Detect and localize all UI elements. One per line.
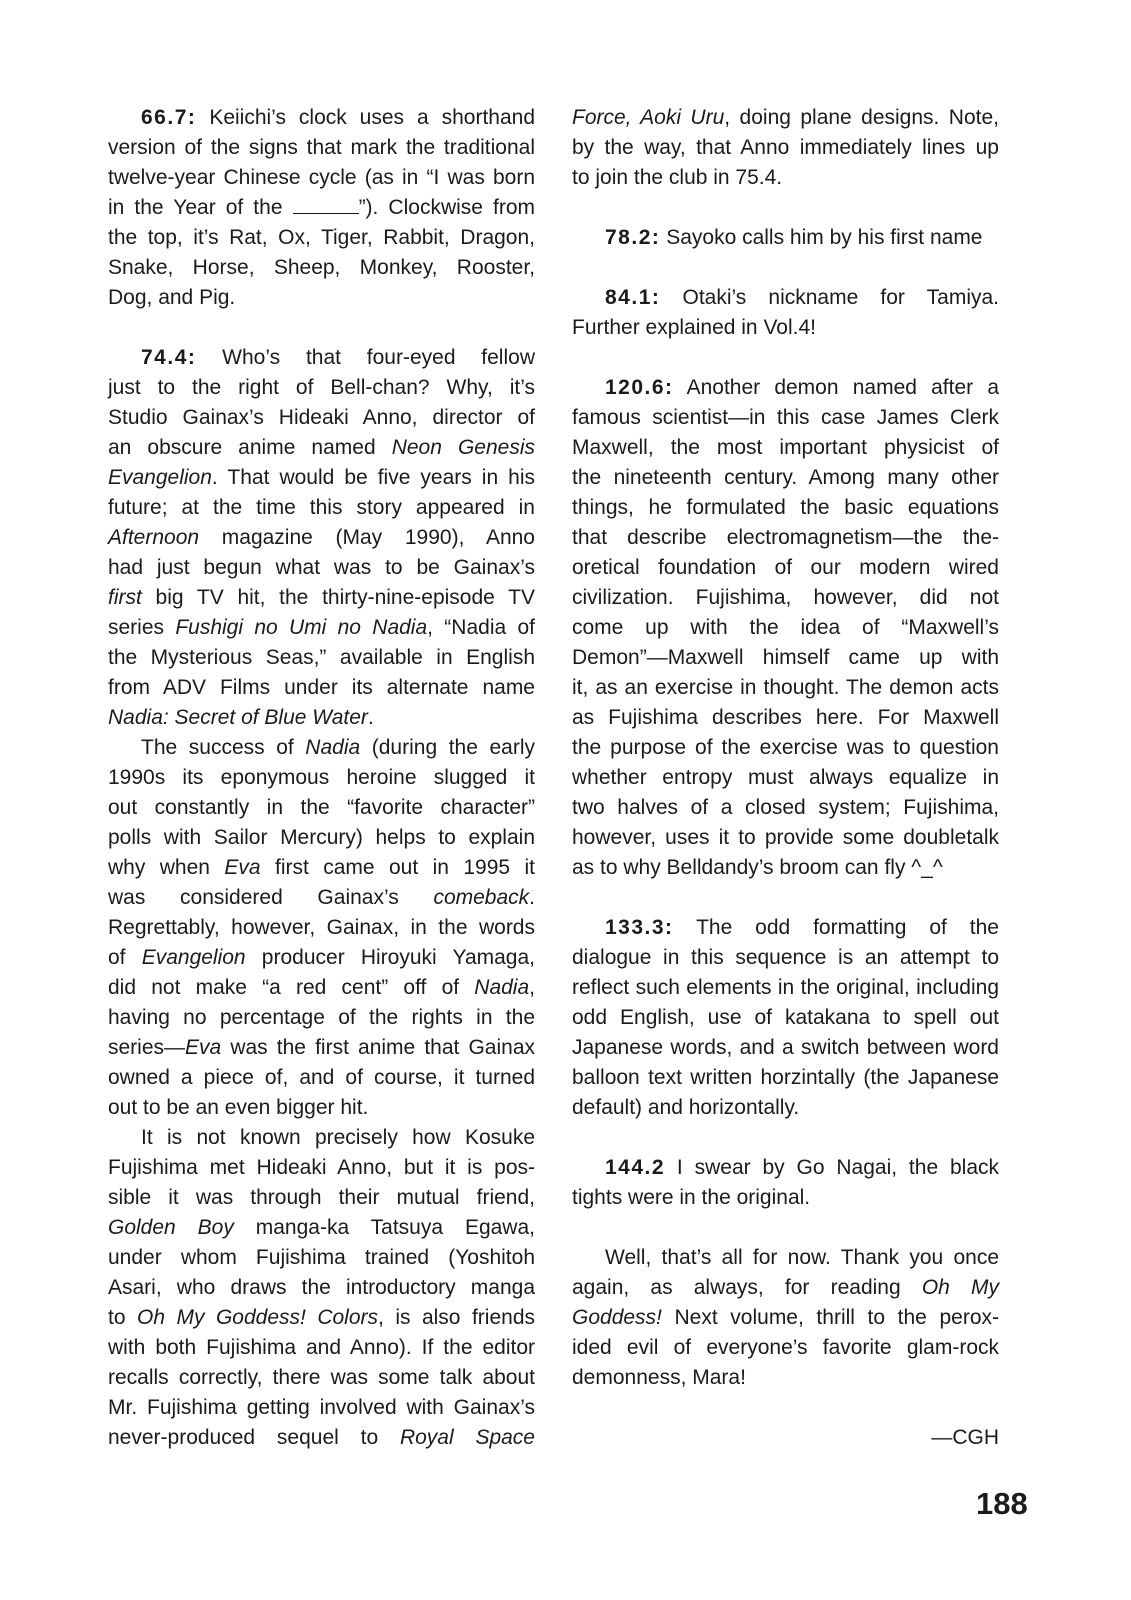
paragraph — [108, 343, 535, 733]
text-run: come up with the idea of “Maxwell’s — [572, 616, 999, 639]
text-run: under whom Fujishima trained (Yoshitoh — [108, 1246, 535, 1269]
italic-title: Force, Aoki Uru — [572, 106, 725, 129]
text-run: , “Nadia of — [427, 616, 535, 639]
text-run: Demon”—Maxwell himself came up with — [572, 646, 999, 669]
text-run: that describe electromagnetism—the the- — [572, 526, 999, 549]
text-run: sible it was through their mutual friend, — [108, 1186, 535, 1209]
text-line — [108, 703, 535, 733]
text-run: the nineteenth century. Among many other — [572, 466, 999, 489]
text-run: tights were in the original. — [572, 1186, 811, 1209]
note-number: 66.7: — [141, 106, 197, 129]
text-run: polls with Sailor Mercury) helps to explain — [108, 826, 535, 849]
text-run: . That would be five years in his — [211, 466, 535, 489]
text-line — [108, 1243, 535, 1273]
text-run: never-produced sequel to — [108, 1426, 400, 1449]
text-line — [108, 1423, 535, 1453]
italic-title: Eva — [224, 856, 261, 879]
text-line — [572, 793, 999, 823]
italic-title: comeback — [433, 886, 530, 909]
text-run: had just begun what was to be Gainax’s — [108, 556, 535, 579]
text-run: big TV hit, the thirty-nine-episode TV — [141, 586, 535, 609]
text-run: Maxwell, the most important physicist of — [572, 436, 999, 459]
text-run: from ADV Films under its alternate name — [108, 676, 535, 699]
text-line — [108, 193, 535, 223]
text-run: Studio Gainax’s Hideaki Anno, director of — [108, 406, 535, 429]
text-line — [572, 313, 999, 343]
text-run: just to the right of Bell-chan? Why, it’s — [108, 376, 535, 399]
text-line — [108, 733, 535, 763]
text-line — [572, 913, 999, 943]
text-line — [572, 163, 999, 193]
text-line — [572, 283, 999, 313]
text-line — [572, 1273, 999, 1303]
text-line — [572, 583, 999, 613]
text-run: as to why Belldandy’s broom can fly ^_^ — [572, 856, 943, 879]
text-line — [108, 853, 535, 883]
paragraph — [572, 223, 999, 253]
text-run: series — [108, 616, 176, 639]
text-run: why when — [108, 856, 225, 879]
text-line — [572, 973, 999, 1003]
text-run: Who’s that four-eyed fellow — [196, 346, 535, 369]
text-line — [572, 643, 999, 673]
text-run: was considered Gainax’s — [108, 886, 434, 909]
text-run: ided evil of everyone’s favorite glam-rock — [572, 1336, 999, 1359]
note-number: 78.2: — [605, 226, 661, 249]
text-line — [108, 643, 535, 673]
note-number: 120.6: — [605, 376, 674, 399]
italic-title: Nadia — [305, 736, 361, 759]
text-run: again, as always, for reading — [572, 1276, 922, 1299]
text-run: Asari, who draws the introductory manga — [108, 1276, 535, 1299]
text-line — [572, 1153, 999, 1183]
text-line — [108, 673, 535, 703]
italic-title: Evangelion — [108, 466, 212, 489]
text-line — [572, 103, 999, 133]
text-run: having no percentage of the rights in the — [108, 1006, 535, 1029]
paragraph — [572, 373, 999, 883]
text-line — [108, 523, 535, 553]
text-line — [108, 103, 535, 133]
text-line — [572, 433, 999, 463]
text-line — [108, 1363, 535, 1393]
text-run: owned a piece of, and of course, it turned — [108, 1066, 535, 1089]
text-line — [108, 1303, 535, 1333]
text-run: did not make “a red cent” off of — [108, 976, 475, 999]
text-run: version of the signs that mark the traditional — [108, 136, 535, 159]
text-line — [108, 1033, 535, 1063]
text-line — [572, 763, 999, 793]
text-run: It is not known precisely how Kosuke — [141, 1126, 535, 1149]
text-line — [108, 1093, 535, 1123]
text-line — [108, 403, 535, 433]
italic-title: Goddess! — [572, 1306, 662, 1329]
note — [572, 103, 999, 193]
text-line — [108, 1003, 535, 1033]
text-run: Otaki’s nickname for Tamiya. — [660, 286, 999, 309]
italic-title: Nadia — [474, 976, 530, 999]
text-line — [108, 1123, 535, 1153]
text-run: it, as an exercise in thought. The demon acts — [572, 676, 999, 699]
text-line — [108, 283, 535, 313]
text-run: civilization. Fujishima, however, did not — [572, 586, 999, 609]
text-run: to — [108, 1306, 137, 1329]
note-number: 74.4: — [141, 346, 197, 369]
note — [572, 1153, 999, 1213]
italic-title: Oh My Goddess! Colors — [137, 1306, 379, 1329]
text-run: two halves of a closed system; Fujishima, — [572, 796, 999, 819]
text-run: Mr. Fujishima getting involved with Gainax’s — [108, 1396, 535, 1419]
text-run: series— — [108, 1036, 186, 1059]
text-run: an obscure anime named — [108, 436, 392, 459]
text-line — [572, 1033, 999, 1063]
paragraph — [572, 283, 999, 343]
text-line — [572, 823, 999, 853]
text-line — [572, 523, 999, 553]
paragraph — [108, 733, 535, 1123]
paragraph — [108, 103, 535, 313]
text-run: to join the club in 75.4. — [572, 166, 783, 189]
text-run: I swear by Go Nagai, the black — [665, 1156, 999, 1179]
text-line — [572, 1183, 999, 1213]
text-run: . — [529, 886, 535, 909]
paragraph — [108, 1123, 535, 1453]
text-run: the purpose of the exercise was to question — [572, 736, 999, 759]
text-line — [572, 613, 999, 643]
text-line — [572, 223, 999, 253]
text-line — [108, 763, 535, 793]
italic-title: Neon Genesis — [391, 436, 536, 459]
text-line — [108, 913, 535, 943]
paragraph — [572, 913, 999, 1123]
text-line — [108, 1183, 535, 1213]
text-run: ”). Clockwise from — [358, 196, 536, 219]
text-line — [108, 823, 535, 853]
text-line — [572, 1363, 999, 1393]
text-run: Another demon named after a — [673, 376, 999, 399]
text-run: , — [529, 976, 535, 999]
text-line — [108, 1063, 535, 1093]
paragraph — [572, 103, 999, 193]
text-run: the top, it’s Rat, Ox, Tiger, Rabbit, Dragon, — [108, 226, 535, 249]
text-run: demonness, Mara! — [572, 1366, 746, 1389]
text-run: famous scientist—in this case James Clerk — [572, 406, 999, 429]
text-line — [572, 1303, 999, 1333]
text-run: The success of — [141, 736, 306, 759]
text-line — [108, 373, 535, 403]
text-run: dialogue in this sequence is an attempt to — [572, 946, 999, 969]
text-run: Japanese words, and a switch between word — [572, 1036, 999, 1059]
text-run: , doing plane designs. Note, — [724, 106, 999, 129]
text-line — [108, 613, 535, 643]
text-run: with both Fujishima and Anno). If the editor — [108, 1336, 535, 1359]
note — [572, 1243, 999, 1393]
note-number: 144.2 — [605, 1156, 666, 1179]
italic-title: Nadia: Secret of Blue Water — [108, 706, 368, 729]
italic-title: Evangelion — [141, 946, 246, 969]
italic-title: Oh My — [921, 1276, 1000, 1299]
text-run: magazine (May 1990), Anno — [199, 526, 535, 549]
text-run: (during the early — [360, 736, 535, 759]
text-line — [572, 733, 999, 763]
text-line — [572, 553, 999, 583]
text-line — [108, 943, 535, 973]
text-run: as Fujishima describes here. For Maxwell — [572, 706, 999, 729]
text-run: manga-ka Tatsuya Egawa, — [233, 1216, 535, 1239]
text-run: by the way, that Anno immediately lines up — [572, 136, 999, 159]
text-run: out to be an even bigger hit. — [108, 1096, 369, 1119]
text-run: Well, that’s all for now. Thank you once — [605, 1246, 999, 1269]
text-line — [108, 133, 535, 163]
italic-title: Afternoon — [108, 526, 200, 549]
text-run: reflect such elements in the original, including — [572, 976, 999, 999]
text-run: was the first anime that Gainax — [221, 1036, 535, 1059]
text-line — [572, 1243, 999, 1273]
note — [108, 103, 535, 313]
italic-title: Eva — [185, 1036, 222, 1059]
italic-title: Golden Boy — [108, 1216, 234, 1239]
text-run: in the Year of the — [108, 196, 293, 219]
text-run: recalls correctly, there was some talk about — [108, 1366, 535, 1389]
text-line — [572, 493, 999, 523]
text-line — [572, 703, 999, 733]
text-line — [108, 493, 535, 523]
text-run: Keiichi’s clock uses a shorthand — [196, 106, 535, 129]
text-run: Further explained in Vol.4! — [572, 316, 816, 339]
text-run: Snake, Horse, Sheep, Monkey, Rooster, — [108, 256, 535, 279]
text-run: things, he formulated the basic equations — [572, 496, 999, 519]
text-run: 1990s its eponymous heroine slugged it — [108, 766, 535, 789]
paragraph — [572, 1153, 999, 1213]
note — [572, 373, 999, 883]
text-line — [108, 463, 535, 493]
text-line — [108, 163, 535, 193]
text-line — [108, 553, 535, 583]
italic-title: first — [108, 586, 142, 609]
text-run: future; at the time this story appeared in — [108, 496, 535, 519]
text-run: however, uses it to provide some doubletalk — [572, 826, 999, 849]
text-line — [108, 1273, 535, 1303]
note-number: 84.1: — [605, 286, 661, 309]
text-line — [572, 673, 999, 703]
text-line — [108, 1333, 535, 1363]
note — [572, 913, 999, 1123]
note-number: 133.3: — [605, 916, 674, 939]
text-line — [572, 943, 999, 973]
text-line — [108, 583, 535, 613]
text-run: Fujishima met Hideaki Anno, but it is pos- — [108, 1156, 535, 1179]
text-run: Next volume, thrill to the perox- — [661, 1306, 999, 1329]
text-line — [572, 133, 999, 163]
text-run: the Mysterious Seas,” available in English — [108, 646, 535, 669]
text-run: out constantly in the “favorite character” — [108, 796, 535, 819]
text-run: oretical foundation of our modern wired — [572, 556, 999, 579]
text-run: default) and horizontally. — [572, 1096, 800, 1119]
text-run: Dog, and Pig. — [108, 286, 236, 309]
text-line — [572, 373, 999, 403]
left-column — [108, 103, 535, 1453]
text-line — [572, 1333, 999, 1363]
text-run: twelve-year Chinese cycle (as in “I was born — [108, 166, 535, 189]
text-line — [108, 883, 535, 913]
text-line — [572, 463, 999, 493]
text-line — [572, 403, 999, 433]
text-line — [572, 1093, 999, 1123]
text-run: Regrettably, however, Gainax, in the words — [108, 916, 535, 939]
text-line — [108, 973, 535, 1003]
signoff-signature: —CGH — [931, 1426, 999, 1449]
right-column — [572, 103, 999, 1453]
note — [572, 283, 999, 343]
text-run: , is also friends — [378, 1306, 535, 1329]
italic-title: Fushigi no Umi no Nadia — [175, 616, 428, 639]
text-line — [108, 253, 535, 283]
text-run: odd English, use of katakana to spell out — [572, 1006, 999, 1029]
text-run: whether entropy must always equalize in — [572, 766, 999, 789]
text-line — [572, 1003, 999, 1033]
text-run: producer Hiroyuki Yamaga, — [245, 946, 535, 969]
text-run: first came out in 1995 it — [260, 856, 535, 879]
text-run: of — [108, 946, 142, 969]
text-run: Sayoko calls him by his first name — [660, 226, 983, 249]
text-line — [108, 1153, 535, 1183]
text-line — [572, 853, 999, 883]
text-line — [108, 1213, 535, 1243]
page-number: 188 — [976, 1486, 1028, 1521]
text-run: The odd formatting of the — [673, 916, 999, 939]
note — [108, 343, 535, 1453]
text-line — [108, 343, 535, 373]
italic-title: Royal Space — [399, 1426, 535, 1449]
text-line — [108, 223, 535, 253]
note — [572, 223, 999, 253]
text-run: . — [367, 706, 374, 729]
text-line — [108, 1393, 535, 1423]
text-run: balloon text written horzintally (the Japanese — [572, 1066, 999, 1089]
text-line — [572, 1063, 999, 1093]
fill-in-blank — [293, 211, 359, 214]
text-line — [108, 793, 535, 823]
text-line — [108, 433, 535, 463]
paragraph — [572, 1243, 999, 1393]
